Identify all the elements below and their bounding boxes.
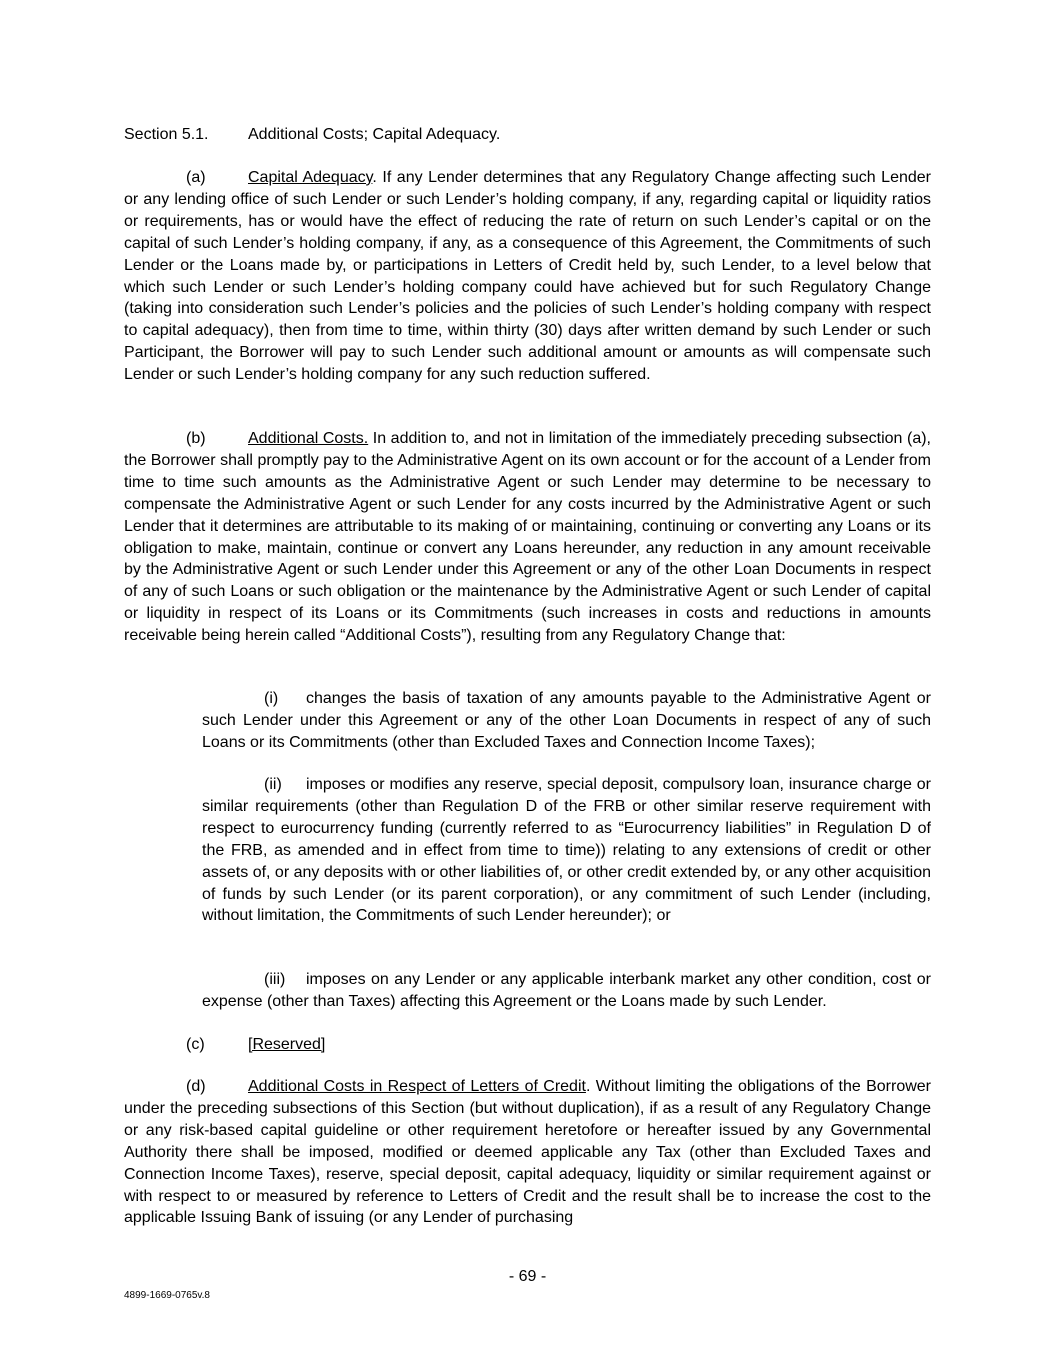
subparagraph-ii-text: imposes or modifies any reserve, special deposit, compulsory loan, insurance charge or similar requirements (other than Regulation D of the FRB or other similar reserve requirement with respect to eurocurrency funding (currently referred to as “Eurocurrency liabilities” in Regulation D of the FRB, as amended and in effect from time to time)) relating to any extensions of credit or other assets of, or any deposits with or other liabilities of, or other credit extended by, or any other acquisition of funds by such Lender (or its parent corporation), or any commitment of such Lender (including, without limitation, the Commitments of such Lender hereunder); or: [202, 776, 931, 925]
paragraph-c: [124, 1034, 931, 1056]
paragraph-b-label: (b): [186, 430, 206, 447]
paragraph-a-label: (a): [186, 169, 206, 186]
section-number: Section 5.1.: [124, 126, 209, 143]
subparagraph-iii-text: imposes on any Lender or any applicable interbank market any other condition, cost or expense (other than Taxes) affecting this Agreement or the Loans made by such Lender.: [202, 971, 931, 1010]
subparagraph-ii-label: (ii): [264, 776, 282, 793]
paragraph-a-title: Capital Adequacy: [248, 169, 373, 186]
subparagraph-iii-label: (iii): [264, 971, 286, 988]
paragraph-d-text: . Without limiting the obligations of the Borrower under the preceding subsections of this Section (but without duplication), if as a result of any Regulatory Change or any risk-based capital guideline or other requirement heretofore or hereafter issued by any Governmental Authority there shall be imposed, modified or deemed applicable any Tax (other than Excluded Taxes and Connection Income Taxes), reserve, special deposit, capital adequacy, liquidity or similar requirement against or with respect to or measured by reference to Letters of Credit and the result shall be to increase the cost to the applicable Issuing Bank of issuing (or any Lender of purchasing: [124, 1078, 932, 1227]
subparagraph-i: [202, 688, 931, 754]
paragraph-b-title: Additional Costs.: [248, 430, 369, 447]
subparagraph-i-text: changes the basis of taxation of any amounts payable to the Administrative Agent or such Lender under this Agreement or any of the other Loan Documents in respect of any of such Loans or its Commitments (other than Excluded Taxes and Connection Income Taxes);: [202, 690, 931, 751]
subparagraph-i-label: (i): [264, 690, 279, 707]
subparagraph-iii: [202, 969, 931, 1013]
paragraph-d-label: (d): [186, 1078, 206, 1095]
paragraph-a: [124, 167, 931, 386]
paragraph-b: [124, 428, 931, 647]
subparagraph-ii: [202, 774, 931, 927]
paragraph-c-label: (c): [186, 1036, 205, 1053]
section-heading: [124, 124, 944, 146]
paragraph-d-title: Additional Costs in Respect of Letters of Credit: [248, 1078, 586, 1095]
paragraph-d: [124, 1076, 931, 1229]
paragraph-b-text-1: In addition to, and not in limitation of the immediately preceding subsection (a), the Borrower shall promptly pay to the Administrative Agent on its own account or for the account of a Lender from time to time such amounts as the Administrative Agent or such Lender may determine to be necessary to compensate the Administrative Agent or such Lender for any costs incurred by the Administrative Agent or such Lender that it determines are attributable to its making of or maintaining, continuing or converting any Loans or its obligation to make, maintain, continue or convert any Loans hereunder, any reduction in any amount receivable by the Administrative Agent or such Lender under this Agreement or any of the other Loan Documents in respect of any of such Loans or such obligation or the maintenance by the Administrative Agent or such Lender of capital or liquidity in respect of its Loans or its Commitments (such increases in costs and reductions in amounts receivable being herein called “: [124, 430, 932, 645]
paragraph-b-text-2: ”), resulting from any Regulatory Change that:: [461, 627, 786, 645]
paragraph-c-title: [Reserved]: [248, 1036, 326, 1053]
paragraph-a-text: . If any Lender determines that any Regulatory Change affecting such Lender or any lending office of such Lender or such Lender’s holding company, if any, regarding capital or liquidity ratios or requirements, has or would have the effect of reducing the rate of return on such Lender’s capital or on the capital of such Lender’s holding company, if any, as a consequence of this Agreement, the Commitments of such Lender or the Loans made by, or participations in Letters of Credit held by, such Lender, to a level below that which such Lender or such Lender’s holding company could have achieved but for such Regulatory Change (taking into consideration such Lender’s policies and the policies of such Lender’s holding company with respect to capital adequacy), then from time to time, within thirty (30) days after written demand by such Lender or such Participant, the Borrower will pay to such Lender such additional amount or amounts as will compensate such Lender or such Lender’s holding company for any such reduction suffered.: [124, 169, 931, 384]
section-title: Additional Costs; Capital Adequacy.: [248, 126, 501, 143]
page-number: - 69 -: [508, 1268, 547, 1285]
document-id: 4899-1669-0765v.8: [124, 1290, 210, 1301]
paragraph-b-defined-term: Additional Costs: [345, 627, 462, 645]
